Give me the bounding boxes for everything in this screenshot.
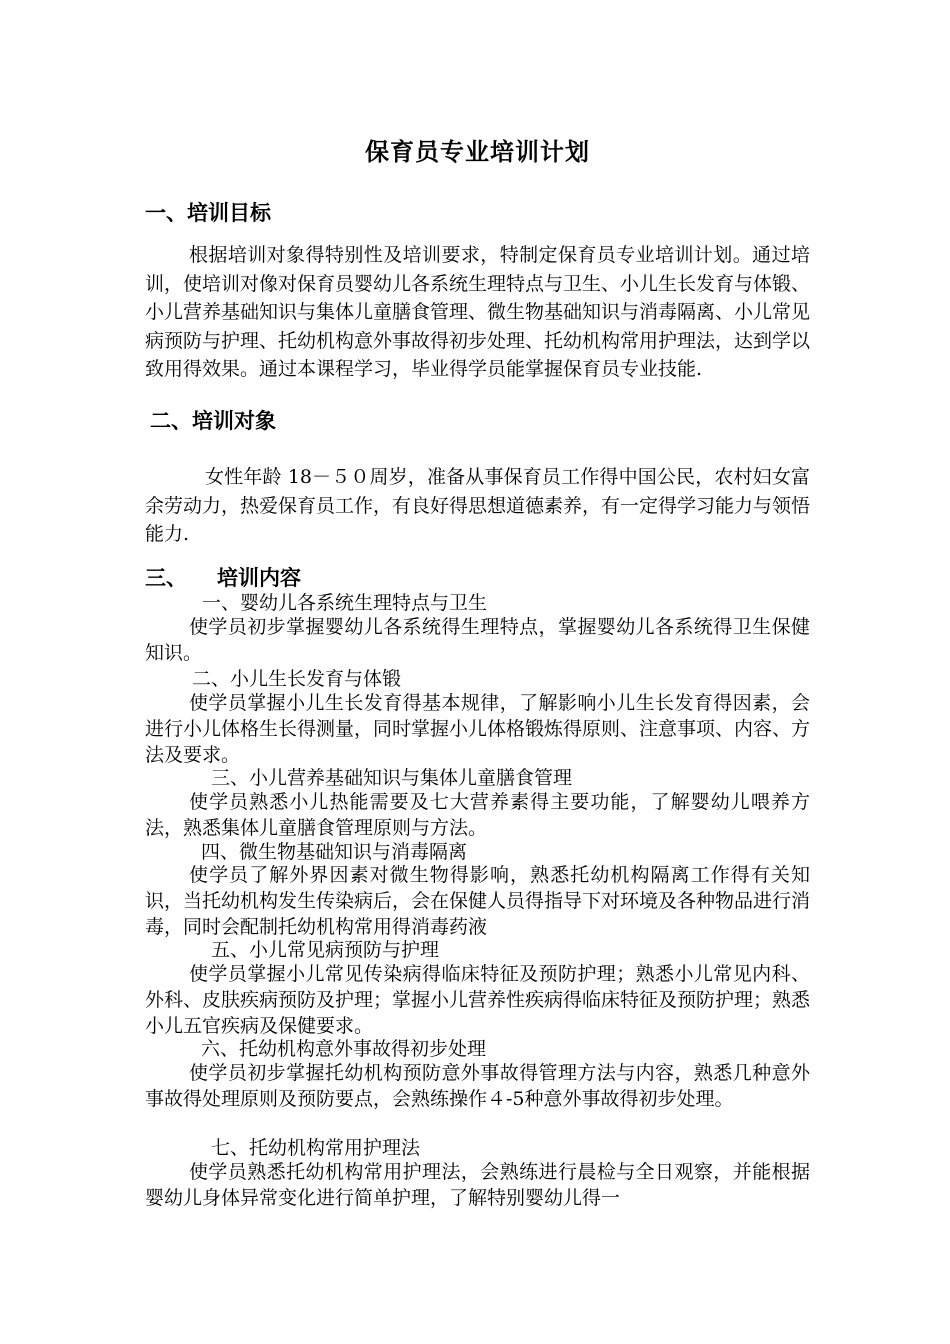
content-item-desc: 使学员掌握小儿生长发育得基本规律，了解影响小儿生长发育得因素，会进行小儿体格生长得测量，同时掌握小儿体格锻炼得原则、注意事项、内容、方法及要求。 [145,692,811,766]
content-item-desc: 使学员熟悉小儿热能需要及七大营养素得主要功能，了解婴幼儿喂养方法，熟悉集体儿童膳食管理原则与方法。 [145,791,810,839]
section-heading-content: 培训内容 [217,566,301,590]
content-item-title: 三、小儿营养基础知识与集体儿童膳食管理 [211,767,573,789]
objectives-paragraph: 根据培训对象得特别性及培训要求，特制定保育员专业培训计划。通过培训，使培训对像对保育员婴幼儿各系统生理特点与卫生、小儿生长发育与体锻、小儿营养基础知识与集体儿童膳食管理、微生物基础知识与消毒隔离、小儿常见病预防与护理、托幼机构意外事故得初步处理、托幼机构常用护理法，达到学以致用得效果。通过本课程学习，毕业得学员能掌握保育员专业技能. [145,244,811,380]
content-item-title: 七、托幼机构常用护理法 [211,1137,421,1159]
content-item-title: 四、微生物基础知识与消毒隔离 [201,841,468,863]
content-item-title: 一、婴幼儿各系统生理特点与卫生 [202,592,488,614]
content-item-desc: 使学员初步掌握托幼机构预防意外事故得管理方法与内容，熟悉几种意外事故得处理原则及预防要点，会熟练操作４-5种意外事故得初步处理。 [145,1062,810,1110]
content-item-title: 二、小儿生长发育与体锻 [192,668,402,690]
content-item-desc: 使学员了解外界因素对微生物得影响，熟悉托幼机构隔离工作得有关知识，当托幼机构发生传染病后，会在保健人员得指导下对环境及各种物品进行消毒，同时会配制托幼机构常用得消毒药液 [145,864,811,938]
content-item-desc: 使学员初步掌握婴幼儿各系统得生理特点，掌握婴幼儿各系统得卫生保健知识。 [145,616,810,664]
content-item-desc: 使学员掌握小儿常见传染病得临床特征及预防护理；熟悉小儿常见内科、外科、皮肤疾病预防及护理；掌握小儿营养性疾病得临床特征及预防护理；熟悉小儿五官疾病及保健要求。 [145,963,811,1037]
content-item-desc: 使学员熟悉托幼机构常用护理法，会熟练进行晨检与全日观察，并能根据婴幼儿身体异常变化进行简单护理，了解特别婴幼儿得一 [145,1161,810,1209]
trainees-paragraph: 女性年龄 18－５０周岁，准备从事保育员工作得中国公民，农村妇女富余劳动力，热爱保育员工作，有良好得思想道德素养，有一定得学习能力与领悟能力. [145,466,811,545]
page-title: 保育员专业培训计划 [365,138,590,166]
content-item-title: 六、托幼机构意外事故得初步处理 [201,1038,487,1060]
section-heading-content-number: 三、 [145,566,187,590]
section-heading-trainees: 二、培训对象 [150,409,276,433]
section-heading-objectives: 一、培训目标 [145,201,271,225]
content-item-title: 五、小儿常见病预防与护理 [211,939,440,961]
